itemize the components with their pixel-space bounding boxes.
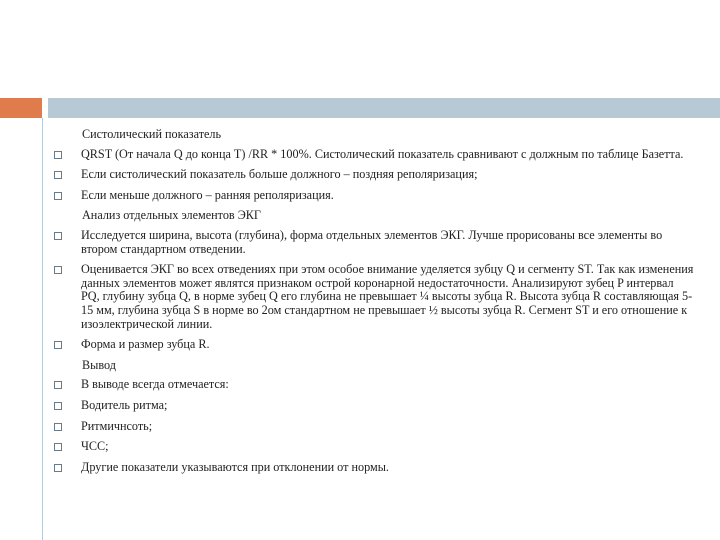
square-bullet-icon [54,232,62,240]
title-band [48,98,720,118]
section-heading-ecg-elements: Анализ отдельных элементов ЭКГ [82,208,261,223]
list-item: Ритмичнсоть; [54,420,694,434]
square-bullet-icon [54,423,62,431]
list-item: Если меньше должного – ранняя реполяризация. [54,189,694,203]
list-item: ЧСС; [54,440,694,454]
square-bullet-icon [54,266,62,274]
list-item: Исследуется ширина, высота (глубина), форма отдельных элементов ЭКГ. Лучше прорисованы все элементы во втором стандартном отведении. [54,229,694,256]
list-item: Если систолический показатель больше должного – поздняя реполяризация; [54,168,694,182]
square-bullet-icon [54,464,62,472]
square-bullet-icon [54,402,62,410]
list-item: Форма и размер зубца R. [54,338,694,352]
list-item: QRST (От начала Q до конца T) /RR * 100%. Систолический показатель сравнивают с должным по таблице Базетта. [54,148,694,162]
section-heading-conclusion: Вывод [82,357,116,372]
list-item: В выводе всегда отмечается: [54,378,694,392]
list-item: Оценивается ЭКГ во всех отведениях при этом особое внимание уделяется зубцу Q и сегменту ST. Так как изменения данных элементов может являтся признаком острой коронарной недостаточности. Анализируют зубец P интервал PQ, глубину зубца Q, в норме зубец Q его глубина не превышает ¼ высоты зубца R. Высота зубца R составляющая 5-15 мм, глубина зубца S в норме во 2ом стандартном не превышает ½ высоты зубца R. Сегмент ST и его отношение к изоэлектрической линии. [54,263,694,331]
square-bullet-icon [54,192,62,200]
square-bullet-icon [54,443,62,451]
left-margin-rule [42,118,43,540]
square-bullet-icon [54,151,62,159]
title-accent-bar [0,98,42,118]
section-heading-systolic: Систолический показатель [82,127,222,141]
square-bullet-icon [54,171,62,179]
list-item: Водитель ритма; [54,399,694,413]
list-item: Другие показатели указываются при отклонении от нормы. [54,461,694,475]
square-bullet-icon [54,341,62,349]
square-bullet-icon [54,381,62,389]
slide-content [54,128,694,481]
